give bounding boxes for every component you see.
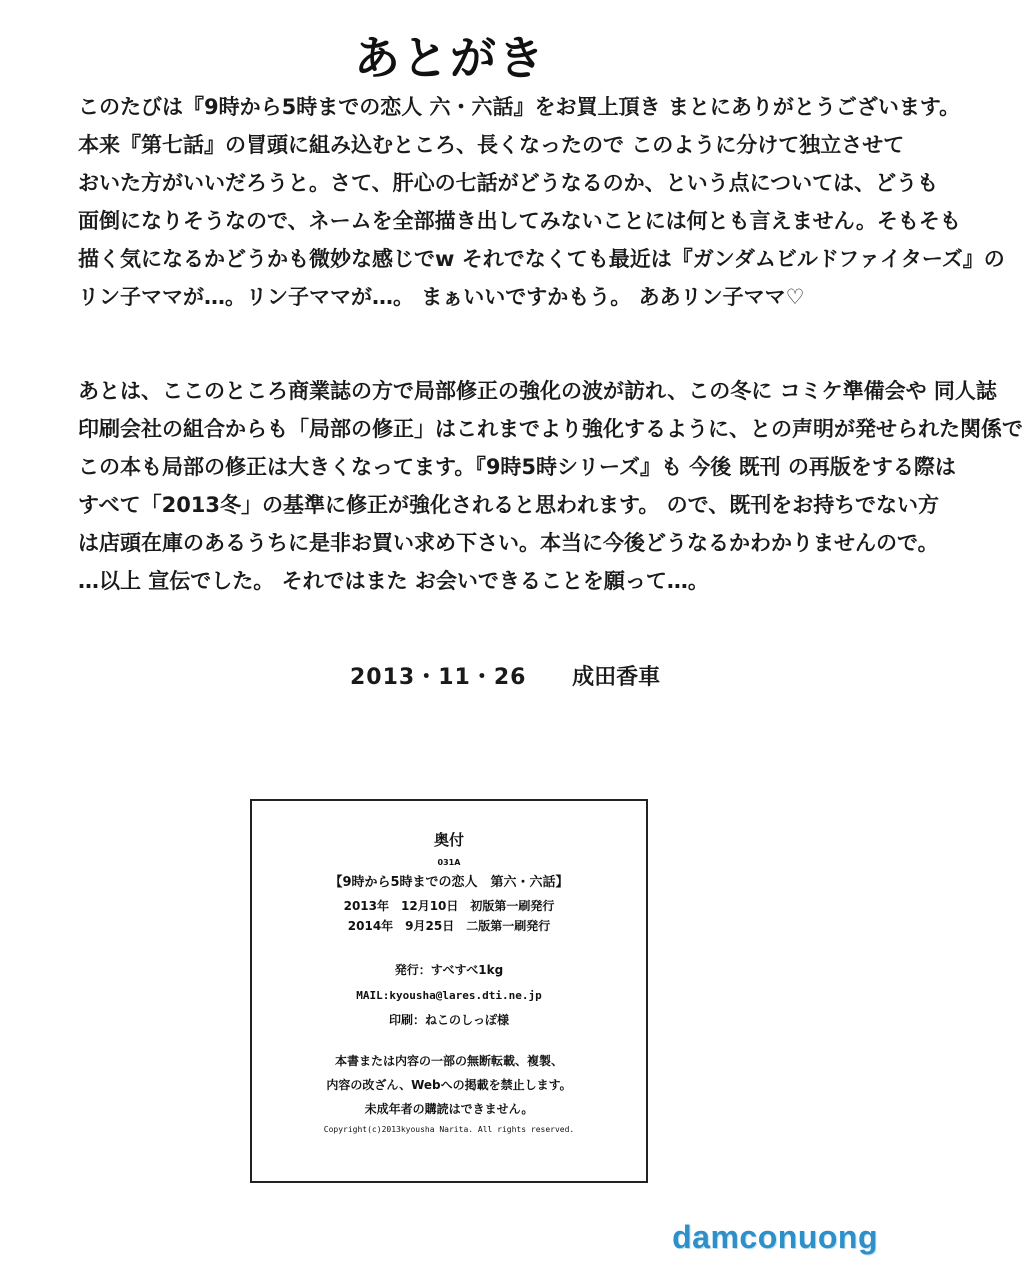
handwritten-line: おいた方がいいだろうと。さて、肝心の七話がどうなるのか、という点については、どうも [78, 171, 939, 195]
author-name: 成田香車 [572, 665, 661, 690]
afterword-title: あとがき [354, 31, 546, 85]
handwritten-line: 印刷会社の組合からも「局部の修正」はこれまでより強化するように、との声明が発せられた関係で [78, 417, 1023, 441]
colophon-book-title: 【9時から5時までの恋人 第六・六話】 [329, 875, 569, 890]
first-edition-line: 2013年 12月10日 初版第一刷発行 [343, 899, 555, 913]
notice-line-1: 本書または内容の一部の無断転載、複製、 [334, 1054, 563, 1068]
handwritten-line: この本も局部の修正は大きくなってます。『9時5時シリーズ』も 今後 既刊 の再版をする際は [78, 455, 956, 479]
watermark-text: damconuong [672, 1219, 878, 1255]
handwritten-line: すべて「2013冬」の基準に修正が強化されると思われます。 ので、既刊をお持ちでない方 [78, 493, 940, 517]
handwritten-line: 面倒になりそうなので、ネームを全部描き出してみないことには何とも言えません。そもそも [78, 209, 961, 233]
handwritten-line: …以上 宣伝でした。 それではまた お会いできることを願って…。 [78, 569, 709, 593]
handwritten-line: は店頭在庫のあるうちに是非お買い求め下さい。本当に今後どうなるかわかりませんので。 [78, 531, 939, 555]
second-edition-line: 2014年 9月25日 二版第一刷発行 [347, 919, 551, 933]
copyright-line: Copyright(c)2013kyousha Narita. All rights reserved. [323, 1125, 575, 1134]
mail-line: MAIL:kyousha@lares.dti.ne.jp [356, 989, 542, 1002]
handwritten-line: リン子ママが…。リン子ママが…。 まぁいいですかもう。 ああリン子ママ♡ [78, 285, 805, 309]
notice-line-2: 内容の改ざん、Webへの掲載を禁止します。 [326, 1078, 572, 1092]
handwritten-line: 描く気になるかどうかも微妙な感じでw それでなくても最近は『ガンダムビルドファイターズ』の [78, 247, 1005, 271]
handwritten-line: あとは、ここのところ商業誌の方で局部修正の強化の波が訪れ、この冬に コミケ準備会や 同人誌 [78, 379, 997, 403]
handwritten-line: 本来『第七話』の冒頭に組み込むところ、長くなったので このように分けて独立させて [78, 133, 905, 157]
afterword-paragraph-1 [78, 88, 1005, 316]
afterword-date: 2013・11・26 [350, 665, 527, 690]
afterword-paragraph-2 [78, 372, 1023, 600]
colophon-code: 031A [437, 858, 461, 867]
publisher-line: 発行：すべすべ1kg [394, 963, 504, 977]
handwritten-line: このたびは『9時から5時までの恋人 六・六話』をお買上頂き まとにありがとうございます。 [78, 95, 961, 119]
printer-line: 印刷：ねこのしっぽ様 [388, 1013, 509, 1027]
colophon-heading: 奥付 [433, 831, 464, 849]
notice-line-3: 未成年者の購読はできません。 [364, 1102, 534, 1116]
colophon-box [250, 799, 648, 1183]
signature-block [350, 660, 660, 691]
